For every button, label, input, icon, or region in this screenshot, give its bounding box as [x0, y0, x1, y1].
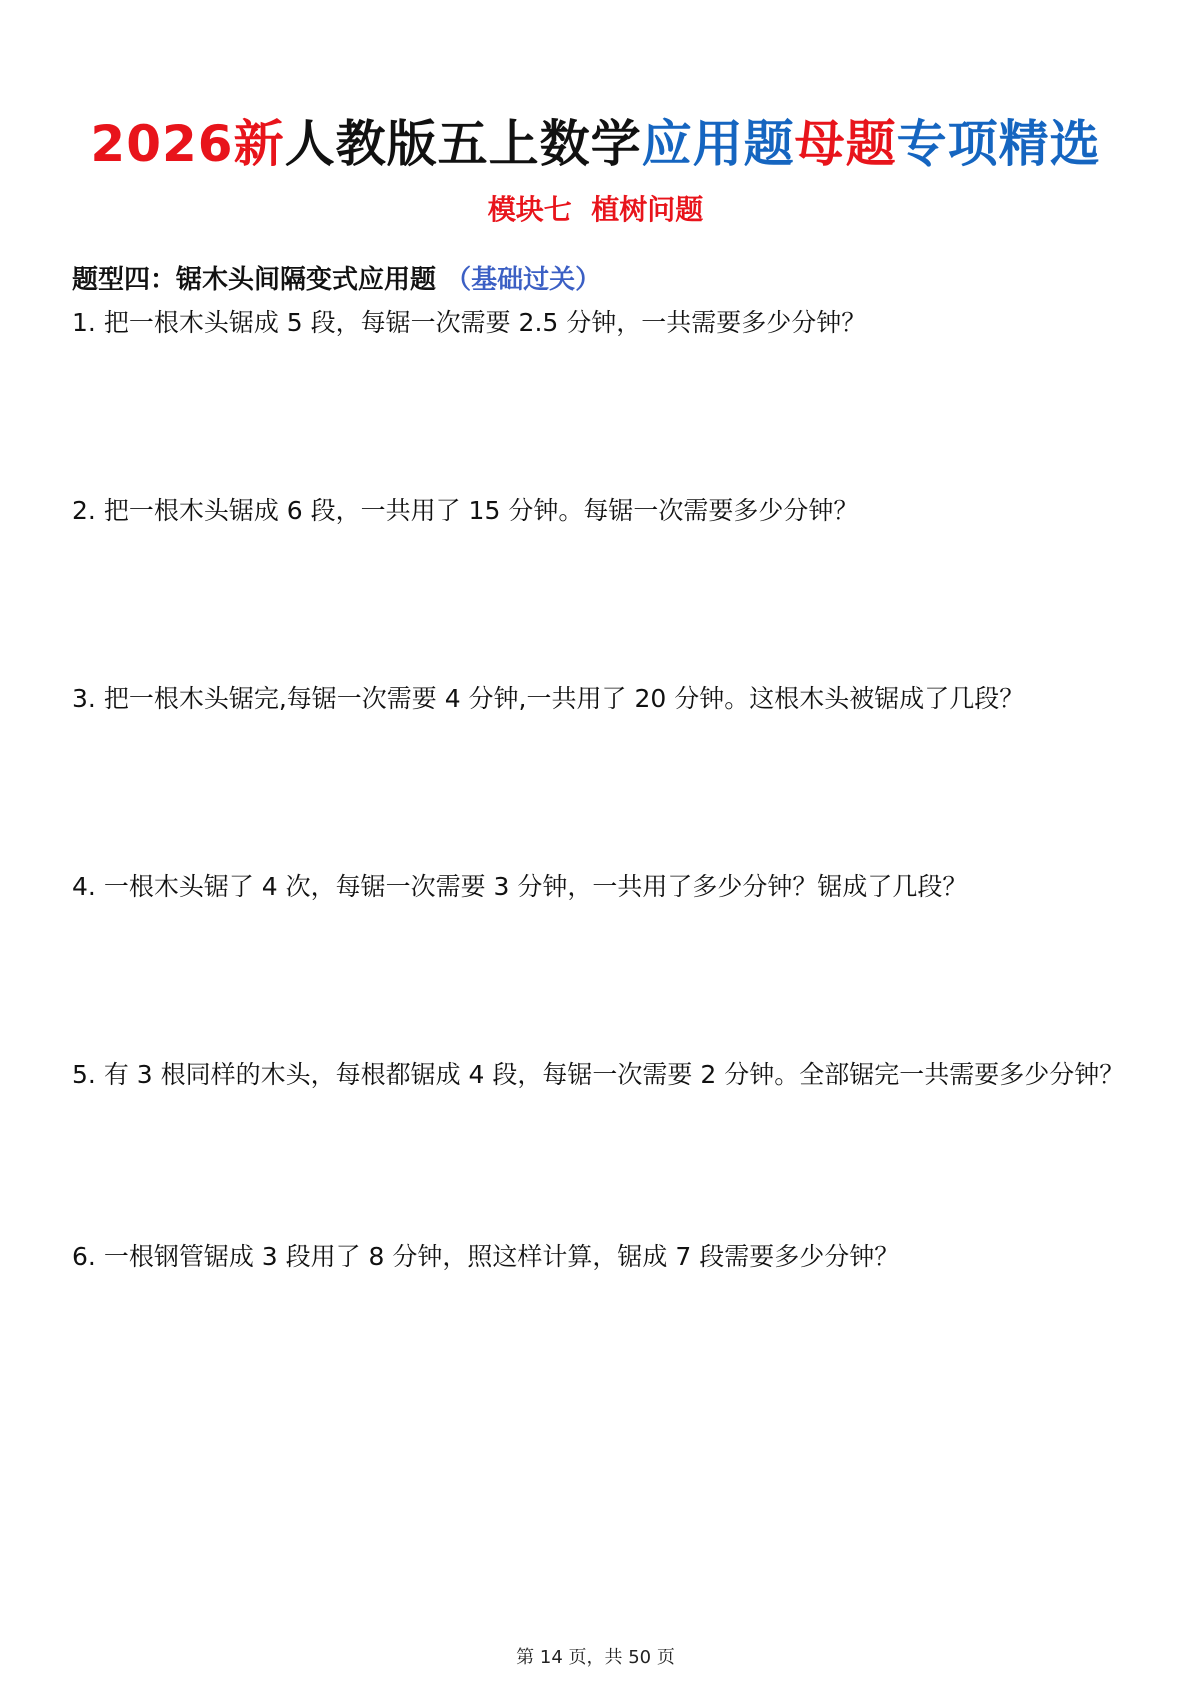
question-number: 3.: [72, 684, 96, 713]
question-6: [72, 1230, 1132, 1284]
question-2: [72, 484, 1132, 538]
question-number: 1.: [72, 308, 96, 337]
question-5: [72, 1048, 1132, 1102]
question-number: 2.: [72, 496, 96, 525]
section-heading-text: 题型四：锯木头间隔变式应用题: [72, 265, 437, 295]
question-text: 把一根木头锯成 5 段，每锯一次需要 2.5 分钟，一共需要多少分钟？: [103, 308, 867, 337]
question-text: 把一根木头锯成 6 段，一共用了 15 分钟。每锯一次需要多少分钟？: [103, 496, 859, 525]
question-text: 把一根木头锯完,每锯一次需要 4 分钟,一共用了 20 分钟。这根木头被锯成了几段？: [103, 684, 1025, 713]
page-footer: 第 14 页，共 50 页: [516, 1647, 675, 1668]
title-part-mother-problems: 母题: [794, 115, 897, 173]
module-subtitle: 模块七 植树问题: [487, 193, 704, 226]
question-3: [72, 672, 1132, 726]
question-number: 5.: [72, 1060, 96, 1089]
section-level-tag: （基础过关）: [445, 265, 602, 295]
title-part-year-new: 2026新: [90, 115, 285, 173]
section-heading: [72, 260, 601, 300]
title-part-special-selection: 专项精选: [896, 115, 1101, 173]
title-part-word-problems: 应用题: [641, 115, 795, 173]
question-number: 6.: [72, 1242, 96, 1271]
question-1: [72, 296, 1132, 350]
title-part-textbook: 人教版五上数学: [284, 115, 642, 173]
question-4: [72, 860, 1132, 914]
question-number: 4.: [72, 872, 96, 901]
question-text: 一根木头锯了 4 次，每锯一次需要 3 分钟，一共用了多少分钟？锯成了几段？: [103, 872, 968, 901]
question-text: 一根钢管锯成 3 段用了 8 分钟，照这样计算，锯成 7 段需要多少分钟？: [103, 1242, 900, 1271]
question-text: 有 3 根同样的木头，每根都锯成 4 段，每锯一次需要 2 分钟。全部锯完一共需要多少分钟？: [103, 1060, 1125, 1089]
page-title: [0, 112, 1191, 176]
